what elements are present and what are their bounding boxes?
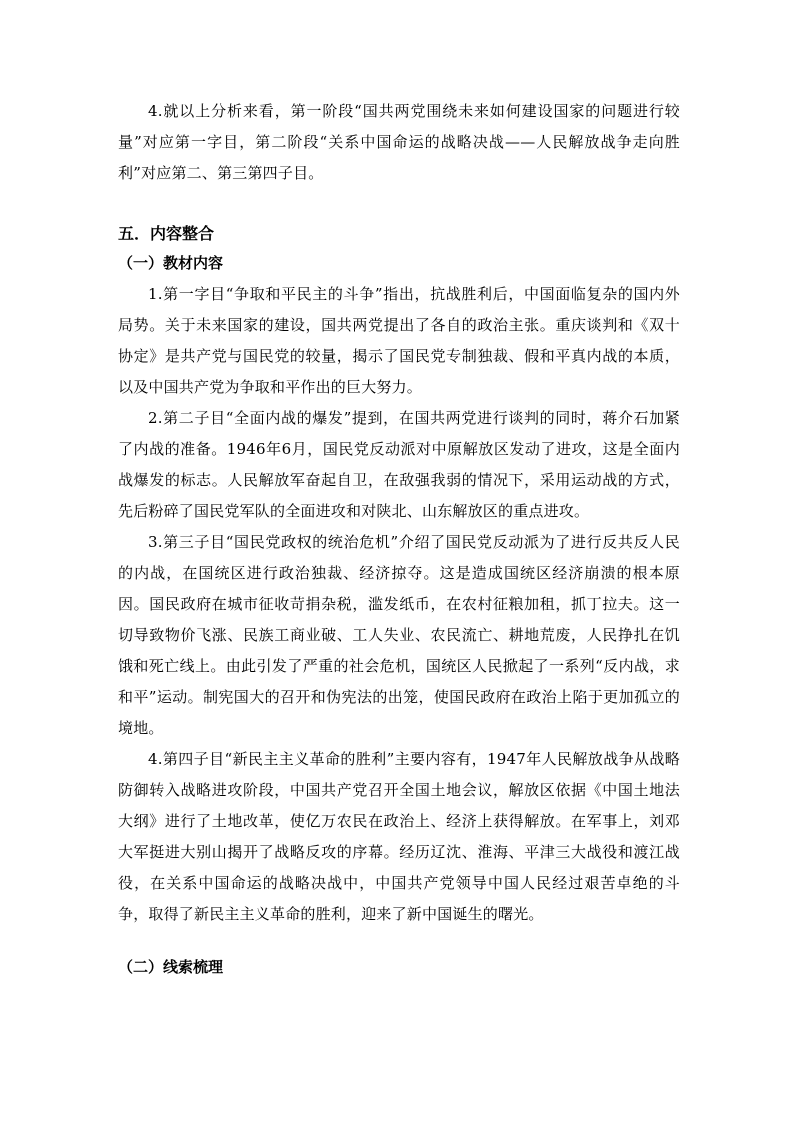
paragraph-subitem-2: 2.第二子目“全面内战的爆发”提到，在国共两党进行谈判的同时，蒋介石加紧了内战的准备。1946年6月，国民党反动派对中原解放区发动了进攻，这是全面内战爆发的标志。人民解放军奋起自卫，在敌强我弱的情况下，采用运动战的方式，先后粉碎了国民党军队的全面进攻和对陕北、山东解放区的重点进攻。 (118, 409, 680, 520)
intro-paragraph: 4.就以上分析来看，第一阶段“国共两党围绕未来如何建设国家的问题进行较量”对应第一字目，第二阶段“关系中国命运的战略决战——人民解放战争走向胜利”对应第二、第三第四子目。 (118, 102, 680, 182)
section-heading: 五．内容整合 (118, 224, 215, 243)
document-page (118, 96, 680, 982)
spacer (118, 189, 680, 219)
subsection-heading-textbook: （一）教材内容 (118, 254, 224, 272)
paragraph-subitem-4: 4.第四子目“新民主主义革命的胜利”主要内容有，1947年人民解放战争从战略防御转入战略进攻阶段，中国共产党召开全国土地会议，解放区依据《中国土地法大纲》进行了土地改革，使亿万农民在政治上、经济上获得解放。在军事上，刘邓大军挺进大别山揭开了战略反攻的序幕。经历辽沈、淮海、平津三大战役和渡江战役，在关系中国命运的战略决战中，中国共产党领导中国人民经过艰苦卓绝的斗争，取得了新民主主义革命的胜利，迎来了新中国诞生的曙光。 (118, 750, 680, 923)
paragraph-subitem-1: 1.第一字目“争取和平民主的斗争”指出，抗战胜利后，中国面临复杂的国内外局势。关于未来国家的建设，国共两党提出了各自的政治主张。重庆谈判和《双十协定》是共产党与国民党的较量，揭示了国民党专制独裁、假和平真内战的本质，以及中国共产党为争取和平作出的巨大努力。 (118, 285, 680, 396)
subsection-heading-clues: （二）线索梳理 (118, 958, 224, 976)
spacer (118, 930, 680, 952)
paragraph-subitem-3: 3.第三子目“国民党政权的统治危机”介绍了国民党反动派为了进行反共反人民的内战，在国统区进行政治独裁、经济掠夺。这是造成国统区经济崩溃的根本原因。国民政府在城市征收苛捐杂税，滥发纸币，在农村征粮加租，抓丁拉夫。这一切导致物价飞涨、民族工商业破、工人失业、农民流亡、耕地荒废，人民挣扎在饥饿和死亡线上。由此引发了严重的社会危机，国统区人民掀起了一系列“反内战，求和平”运动。制宪国大的召开和伪宪法的出笼，使国民政府在政治上陷于更加孤立的境地。 (118, 533, 680, 737)
